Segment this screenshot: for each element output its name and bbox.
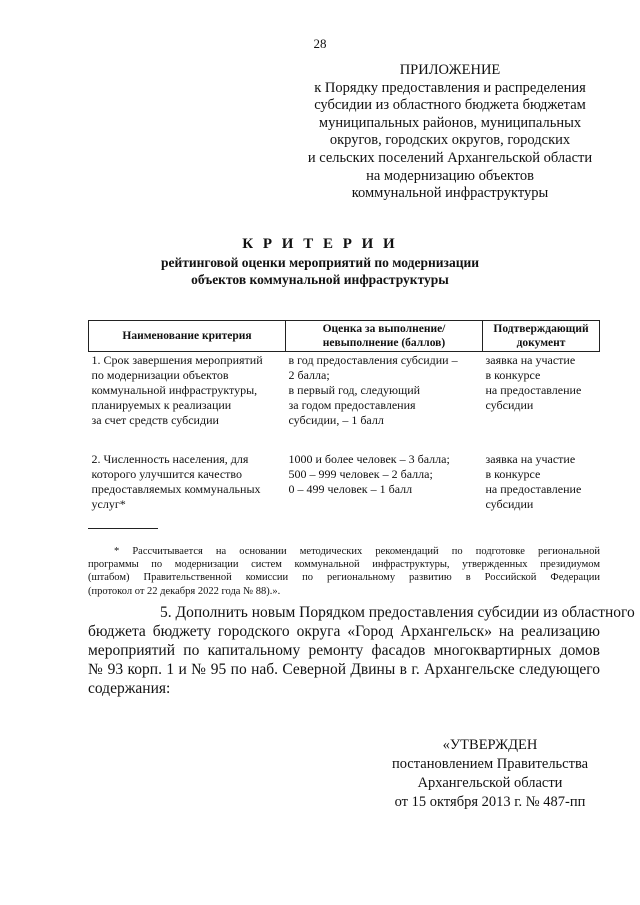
paragraph-line: 5. Дополнить новым Порядком предоставления субсидии из областного	[160, 604, 635, 621]
header-criterion-name	[89, 321, 286, 352]
cell-line: услуг*	[91, 497, 126, 511]
appendix-line: субсидии из областного бюджета бюджетам	[314, 97, 586, 114]
header-line: Оценка за выполнение/	[322, 323, 446, 335]
cell-line: в год предоставления субсидии –	[288, 353, 458, 367]
appendix-block	[290, 62, 610, 203]
footnote-line: * Рассчитывается на основании методических рекомендаций по подготовке региональной	[114, 546, 600, 557]
cell-line: за счет средств субсидии	[91, 413, 219, 427]
appendix-line: коммунальной инфраструктуры	[351, 185, 549, 202]
footnote-line: (штабом) Правительственной комиссии по региональному развитию в Российской Федерации	[88, 572, 600, 584]
cell-line: 2. Численность населения, для	[91, 452, 249, 466]
cell-criterion	[89, 452, 286, 512]
table-header-row	[89, 321, 600, 352]
paragraph-line: мероприятий по капитальному ремонту фасадов многоквартирных домов	[88, 642, 600, 659]
footnote	[88, 545, 600, 598]
cell-line: за годом предоставления	[288, 398, 416, 412]
page-number: 28	[313, 36, 327, 51]
cell-line: заявка на участие	[485, 353, 576, 367]
header-line: документ	[516, 337, 566, 349]
cell-document	[483, 452, 600, 512]
footnote-line: (протокол от 22 декабря 2022 года № 88).».	[88, 585, 281, 597]
cell-line: предоставляемых коммунальных	[91, 482, 261, 496]
cell-line: в первый год, следующий	[288, 383, 421, 397]
appendix-line: муниципальных районов, муниципальных	[318, 114, 582, 131]
cell-criterion	[89, 352, 286, 453]
paragraph-line: № 93 корп. 1 и № 95 по наб. Северной Двины в г. Архангельске следующего	[88, 661, 600, 678]
approval-line: от 15 октября 2013 г. № 487-пп	[394, 794, 586, 810]
cell-line: планируемых к реализации	[91, 398, 232, 412]
header-line: Подтверждающий	[493, 323, 589, 335]
cell-score	[286, 452, 483, 512]
cell-line: субсидии	[485, 398, 534, 412]
appendix-line: на модернизацию объектов	[366, 167, 534, 184]
criteria-title: К Р И Т Е Р И И	[242, 236, 398, 252]
criteria-subtitle	[0, 254, 640, 288]
cell-line: заявка на участие	[485, 452, 576, 466]
cell-line: субсидии, – 1 балл	[288, 413, 384, 427]
appendix-line: и сельских поселений Архангельской области	[307, 149, 593, 166]
cell-line: в конкурсе	[485, 368, 541, 382]
footnote-divider	[88, 528, 158, 529]
table-row	[89, 352, 600, 453]
cell-line: 0 – 499 человек – 1 балл	[288, 482, 413, 496]
cell-line: на предоставление	[485, 482, 582, 496]
cell-line: 1. Срок завершения мероприятий	[91, 353, 263, 367]
footnote-line: программы по модернизации систем коммунальной инфраструктуры, утвержденных президиумом	[88, 559, 600, 571]
header-line: Наименование критерия	[122, 330, 252, 342]
appendix-line: к Порядку предоставления и распределения	[314, 79, 586, 96]
header-score	[286, 321, 483, 352]
cell-line: по модернизации объектов	[91, 368, 229, 382]
appendix-line: округов, городских округов, городских	[329, 132, 571, 149]
approval-heading: «УТВЕРЖДЕН	[442, 737, 538, 753]
subtitle-line: рейтинговой оценки мероприятий по модернизации	[160, 255, 480, 270]
appendix-heading: ПРИЛОЖЕНИЕ	[399, 62, 501, 78]
header-document	[483, 321, 600, 352]
paragraph-line: бюджета бюджету городского округа «Город Архангельск» на реализацию	[88, 623, 600, 640]
paragraph-5	[88, 603, 635, 698]
header-line: невыполнение (баллов)	[322, 337, 446, 349]
table-row	[89, 452, 600, 512]
cell-line: на предоставление	[485, 383, 582, 397]
cell-line: 500 – 999 человек – 2 балла;	[288, 467, 433, 481]
paragraph-line: содержания:	[88, 680, 171, 697]
cell-line: субсидии	[485, 497, 534, 511]
approval-line: Архангельской области	[417, 775, 563, 791]
cell-score	[286, 352, 483, 453]
cell-line: коммунальной инфраструктуры,	[91, 383, 258, 397]
cell-line: 1000 и более человек – 3 балла;	[288, 452, 450, 466]
cell-line: которого улучшится качество	[91, 467, 242, 481]
cell-line: в конкурсе	[485, 467, 541, 481]
cell-document	[483, 352, 600, 453]
approval-line: постановлением Правительства	[391, 756, 589, 772]
criteria-table	[88, 320, 600, 512]
cell-line: 2 балла;	[288, 368, 330, 382]
approval-block	[370, 736, 610, 812]
subtitle-line: объектов коммунальной инфраструктуры	[191, 272, 449, 287]
